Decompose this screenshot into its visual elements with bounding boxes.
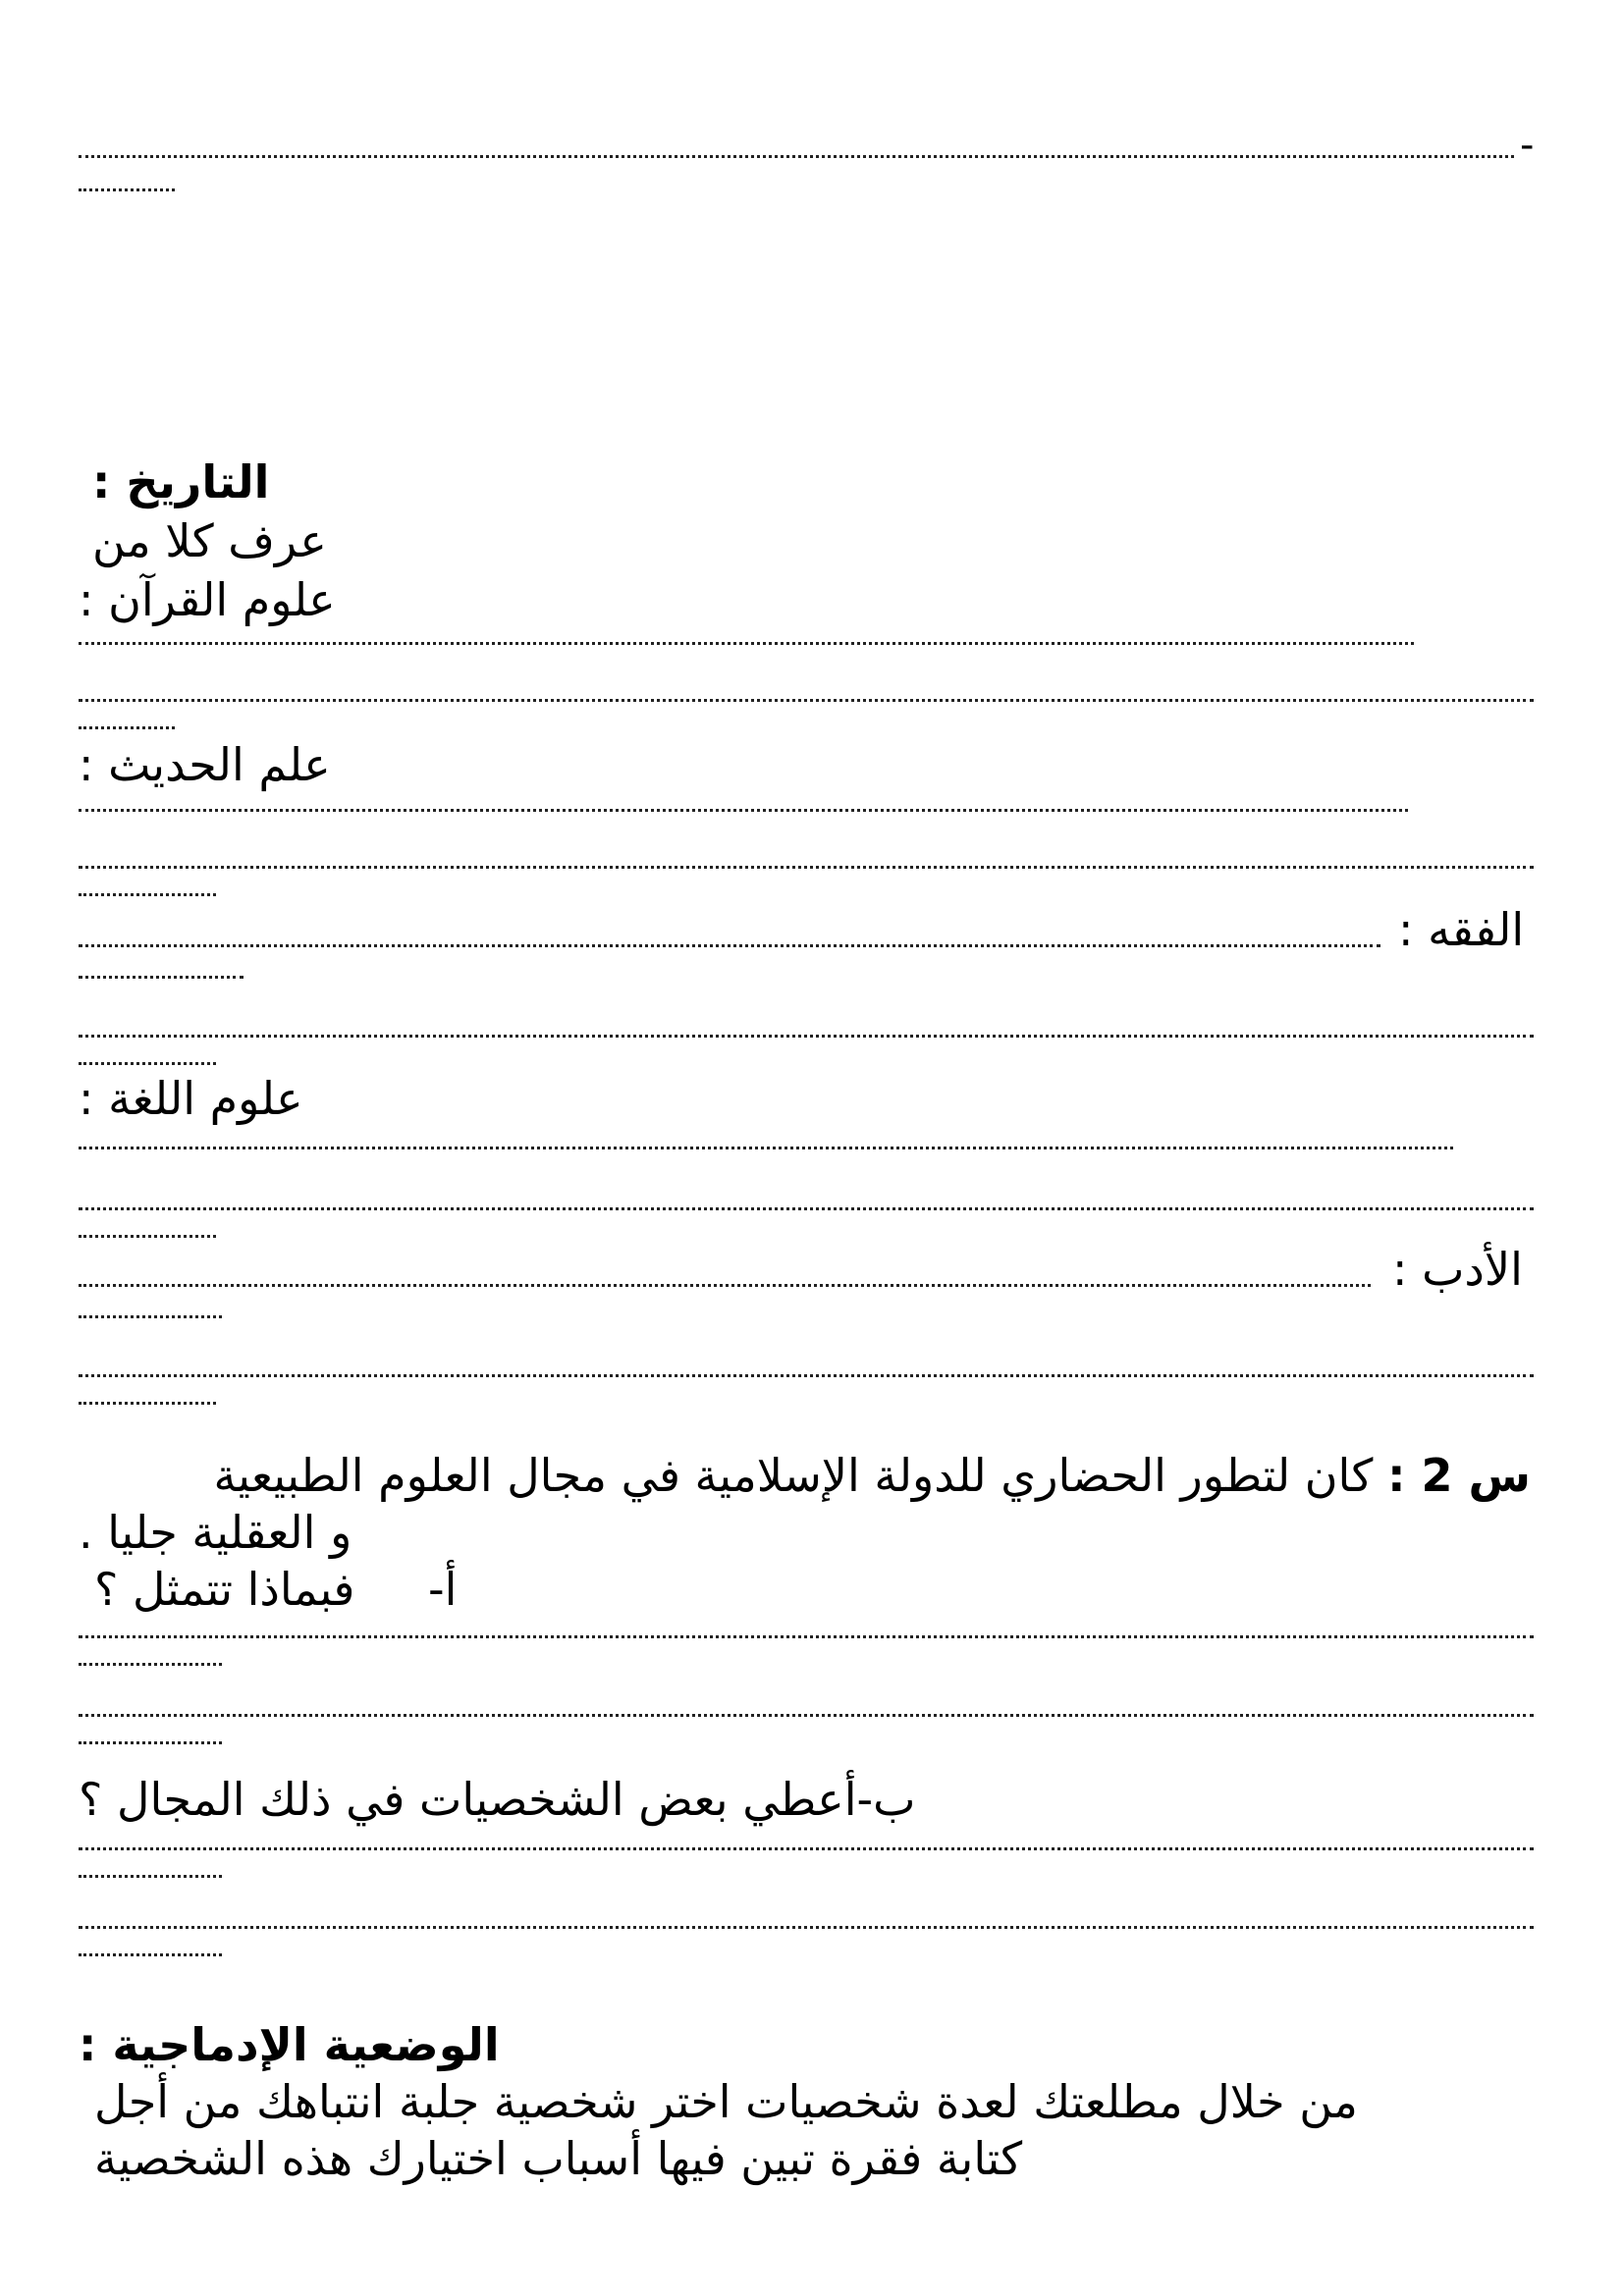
answer-line[interactable] bbox=[79, 1284, 1371, 1287]
answer-line[interactable] bbox=[79, 809, 1408, 812]
integration-line1: من خلال مطلعتك لعدة شخصيات اختر شخصية جلبة انتباهك من أجل bbox=[94, 2075, 1358, 2128]
answer-line[interactable] bbox=[79, 1315, 222, 1318]
answer-line[interactable] bbox=[79, 642, 1414, 645]
answer-line[interactable] bbox=[79, 1402, 216, 1405]
answer-line[interactable] bbox=[79, 976, 243, 979]
answer-line[interactable] bbox=[79, 1635, 1534, 1638]
history-title: التاريخ : bbox=[92, 455, 270, 508]
answer-line[interactable] bbox=[79, 1062, 216, 1065]
answer-line[interactable] bbox=[79, 1714, 1534, 1717]
q2-part-a-marker: أ- bbox=[428, 1563, 458, 1616]
q2-text-line1: كان لتطور الحضاري للدولة الإسلامية في مجال العلوم الطبيعية bbox=[213, 1449, 1374, 1502]
answer-line[interactable] bbox=[79, 1374, 1534, 1377]
answer-line[interactable] bbox=[79, 944, 1380, 947]
answer-line[interactable] bbox=[79, 893, 216, 896]
answer-line[interactable] bbox=[79, 699, 1534, 702]
item-label-fiqh: الفقه : bbox=[1398, 903, 1525, 956]
history-intro: عرف كلا من bbox=[92, 514, 327, 567]
answer-line[interactable] bbox=[79, 155, 1514, 158]
answer-line[interactable] bbox=[79, 1147, 1453, 1149]
item-label-quran-sciences: علوم القرآن : bbox=[79, 573, 336, 626]
answer-line[interactable] bbox=[79, 1926, 1534, 1929]
answer-line[interactable] bbox=[79, 866, 1534, 869]
q2-part-a: فبماذا تتمثل ؟ bbox=[94, 1563, 355, 1616]
q2-number: س 2 : bbox=[1387, 1449, 1531, 1502]
answer-line[interactable] bbox=[79, 1235, 216, 1238]
answer-line[interactable] bbox=[79, 1035, 1534, 1038]
answer-line[interactable] bbox=[79, 1663, 222, 1666]
answer-line[interactable] bbox=[79, 1953, 222, 1956]
item-label-literature: الأدب : bbox=[1392, 1243, 1523, 1296]
integration-title: الوضعية الإدماجية : bbox=[79, 2018, 500, 2071]
q2-question-line1 bbox=[213, 1449, 1531, 1502]
top-dash: - bbox=[1520, 123, 1535, 168]
answer-line[interactable] bbox=[79, 726, 175, 729]
answer-line[interactable] bbox=[79, 1207, 1534, 1210]
q2-part-b: ب-أعطي بعض الشخصيات في ذلك المجال ؟ bbox=[79, 1773, 916, 1826]
q2-text-line2: و العقلية جليا . bbox=[79, 1506, 352, 1559]
answer-line[interactable] bbox=[79, 1847, 1534, 1850]
answer-line[interactable] bbox=[79, 1875, 222, 1878]
integration-line2: كتابة فقرة تبين فيها أسباب اختيارك هذه الشخصية bbox=[94, 2132, 1023, 2185]
item-label-hadith: علم الحديث : bbox=[79, 738, 331, 791]
answer-line[interactable] bbox=[79, 188, 175, 191]
item-label-language-sciences: علوم اللغة : bbox=[79, 1072, 303, 1125]
answer-line[interactable] bbox=[79, 1741, 222, 1744]
